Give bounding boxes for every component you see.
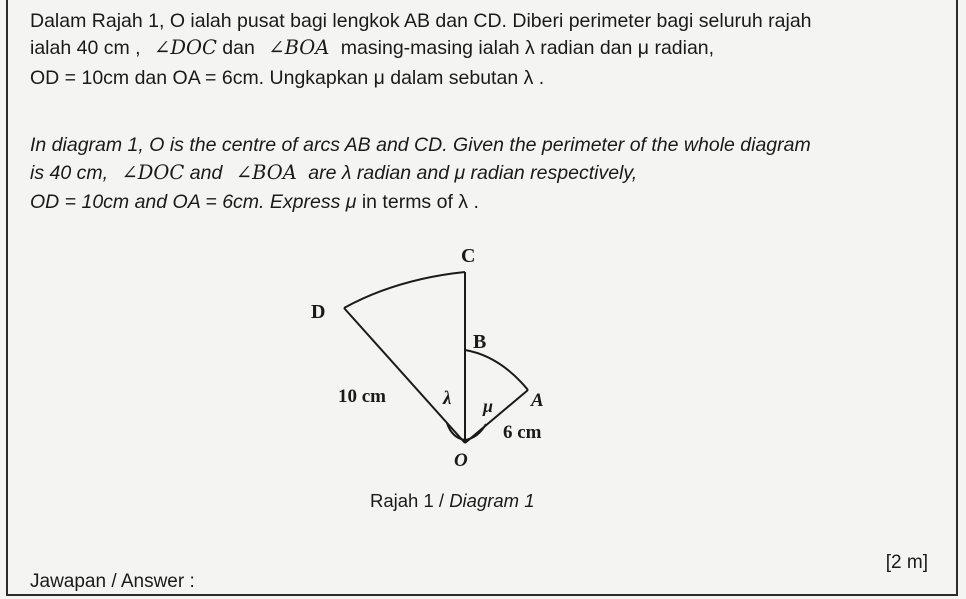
- label-oa-length: 6 cm: [503, 422, 542, 443]
- malay-line-2-c: masing-masing ialah λ radian dan μ radian,: [340, 37, 715, 59]
- english-line-3-a: OD = 10cm and OA = 6cm. Express μ: [30, 191, 357, 213]
- caption-english: Diagram 1: [449, 490, 535, 511]
- malay-angle-doc: ∠DOC: [153, 36, 217, 59]
- marks-label: [2 m]: [885, 552, 928, 573]
- malay-line-2-a: ialah 40 cm ,: [30, 37, 141, 59]
- angle-arc-mu: [465, 424, 486, 440]
- malay-line-1: Dalam Rajah 1, O ialah pusat bagi lengkok AB dan CD. Diberi perimeter bagi seluruh rajah: [30, 10, 812, 32]
- arc-ab: [465, 350, 528, 390]
- english-line-1: In diagram 1, O is the centre of arcs AB and CD. Given the perimeter of the whole diagram: [30, 134, 811, 156]
- malay-angle-boa: ∠BOA: [268, 36, 330, 59]
- english-line-2-b: and: [189, 162, 223, 184]
- malay-line-3: OD = 10cm dan OA = 6cm. Ungkapkan μ dalam sebutan λ .: [30, 67, 545, 89]
- label-a: A: [531, 390, 544, 411]
- answer-label: Jawapan / Answer :: [30, 571, 195, 592]
- label-mu: μ: [483, 396, 494, 416]
- english-angle-boa: ∠BOA: [235, 161, 297, 184]
- arc-cd: [344, 272, 465, 308]
- label-b: B: [473, 331, 487, 353]
- label-d: D: [311, 301, 326, 323]
- label-od-length: 10 cm: [338, 386, 387, 407]
- diagram-caption: [370, 490, 535, 512]
- english-line-2-c: are λ radian and μ radian respectively,: [308, 162, 638, 184]
- label-o: O: [454, 450, 468, 471]
- english-angle-doc: ∠DOC: [121, 161, 185, 184]
- label-lambda: λ: [443, 388, 452, 409]
- caption-malay: Rajah 1 /: [370, 490, 450, 511]
- english-line-2-a: is 40 cm,: [30, 162, 109, 184]
- english-line-3-b: in terms of λ .: [356, 191, 479, 213]
- line-od: [344, 308, 465, 443]
- malay-line-2-b: dan: [222, 37, 255, 59]
- label-c: C: [461, 245, 476, 267]
